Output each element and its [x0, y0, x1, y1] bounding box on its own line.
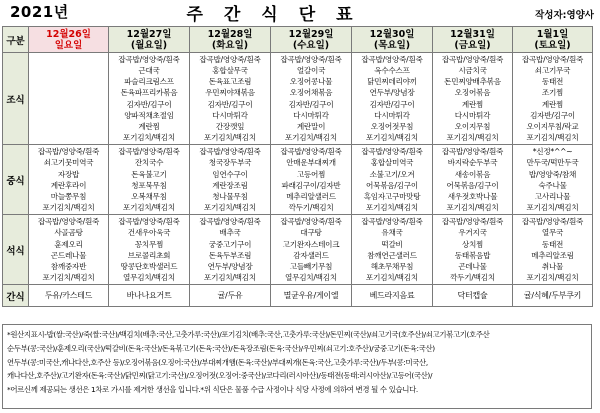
menu-item: 돈육불고기	[131, 169, 167, 179]
meal-cell	[190, 145, 271, 215]
menu-item: 밥/영양죽/참채	[528, 169, 577, 179]
meal-cell	[433, 145, 513, 215]
page-title: 주간식단표	[186, 5, 374, 25]
menu-item: 잡곡밥/영양죽/흰죽	[118, 147, 180, 157]
menu-item: 다시마튀각	[374, 110, 410, 120]
menu-item: 포기김치/백김치	[366, 203, 418, 213]
menu-item: 파래김구이/김자반	[281, 180, 341, 190]
meal-cell	[190, 285, 271, 307]
menu-item: *신정*^^~	[532, 147, 573, 157]
menu-item: 다시마튀각	[454, 110, 491, 120]
menu-item: 포기김치/백김치	[366, 133, 418, 143]
menu-item: 계란장조림	[212, 180, 248, 190]
meal-cell	[433, 215, 513, 285]
day-date: 12월26일	[46, 28, 91, 40]
menu-item: 어묵볶음/김구이	[366, 180, 418, 190]
day-header	[513, 27, 593, 53]
meal-row	[3, 215, 593, 285]
menu-item: 계란후라이	[50, 180, 87, 190]
menu-item: 파슬리크림스프	[124, 77, 174, 87]
day-header	[190, 27, 271, 53]
day-date: 12월27일	[126, 28, 172, 40]
menu-item: 깍두기/백김치	[450, 272, 495, 282]
menu-item: 곤드레나물	[50, 250, 87, 260]
menu-item: 옥수수스프	[374, 66, 410, 76]
menu-item: 브로콜리초회	[127, 250, 171, 260]
menu-item: 안매운부대찌개	[286, 158, 336, 168]
menu-item: 깍두기/백김치	[288, 203, 334, 213]
menu-item: 잡곡밥/영양죽/흰죽	[118, 217, 180, 227]
menu-item: 참깨연근샐러드	[367, 250, 417, 260]
menu-item: 감자샐러드	[293, 250, 329, 260]
meal-cell	[271, 285, 352, 307]
menu-item: 다시마튀각	[212, 110, 248, 120]
menu-item: 어묵볶음/김구이	[446, 180, 499, 190]
menu-item: 귤/두유	[217, 290, 243, 300]
day-weekday: (화요일)	[211, 39, 249, 51]
menu-item: 새우젓호박나물	[447, 191, 498, 201]
menu-item: 열무국	[541, 228, 564, 238]
menu-item: 잡곡밥/영양죽/흰죽	[199, 147, 261, 157]
menu-item: 청나물무침	[212, 191, 248, 201]
menu-item: 얼갈이국	[296, 66, 326, 76]
menu-item: 홍합살무국	[212, 66, 248, 76]
menu-item: 고등어찜	[296, 169, 326, 179]
menu-item: 자장밥	[57, 169, 80, 179]
meal-cell	[190, 53, 271, 145]
menu-item: 계란찜	[138, 121, 160, 131]
day-header-row	[3, 27, 593, 53]
meal-cell	[29, 53, 109, 145]
menu-item: 김자반/김구이	[207, 99, 253, 109]
menu-item: 잔치국수	[134, 158, 164, 168]
menu-item: 참깨중자반	[50, 261, 87, 271]
day-header	[109, 27, 190, 53]
meal-row	[3, 53, 593, 145]
menu-item: 잡곡밥/영양죽/흰죽	[521, 55, 584, 64]
menu-item: 고기완자스테이크	[282, 239, 340, 249]
menu-item: 연두부/양념장	[369, 88, 415, 98]
menu-item: 포기김치/백김치	[42, 272, 95, 282]
menu-item: 계란찜	[461, 99, 484, 109]
note-line: *원산지표시-밥(쌀:국산)/죽(쌀:국산)/백김치(배추:국산,고춧가루:국산)/포기김치(배추:국산,고춧가루:국산)/돈민찌(국산)/쇠고기국(호주산)/쇠고기볶고기(호주산	[7, 330, 490, 339]
menu-item: 포기김치/백김치	[123, 133, 175, 143]
meal-cell	[109, 145, 190, 215]
menu-item: 오복채무침	[131, 191, 167, 201]
menu-item: 잡곡밥/영양죽/흰죽	[37, 147, 100, 157]
menu-item: 상치찜	[461, 239, 484, 249]
meal-cell	[190, 215, 271, 285]
menu-item: 간장깻잎	[215, 121, 245, 131]
menu-item: 계란말이	[296, 121, 326, 131]
menu-body	[3, 53, 593, 307]
menu-item: 오징어채볶음	[289, 88, 333, 98]
menu-item: 포기김치/백김치	[285, 133, 337, 143]
day-header	[352, 27, 433, 53]
menu-item: 소불고기/오겨	[369, 169, 415, 179]
menu-item: 닥터캡슐	[457, 290, 488, 300]
menu-item: 포기김치/백김치	[204, 133, 256, 143]
menu-item: 멸균우유/게이엘	[283, 290, 339, 300]
menu-item: 오징어볶음	[454, 88, 491, 98]
menu-item: 새송이볶음	[454, 169, 491, 179]
meal-row	[3, 285, 593, 307]
menu-item: 포기김치/백김치	[526, 133, 579, 143]
menu-item: 대구탕	[300, 228, 322, 238]
menu-item: 동태전	[541, 77, 564, 87]
menu-item: 오징어콩나물	[289, 77, 333, 87]
menu-item: 잡곡밥/영양죽/흰죽	[280, 55, 342, 64]
menu-item: 고사리나물	[534, 191, 571, 201]
menu-item: 근대국	[138, 66, 160, 76]
menu-item: 열무김치/백김치	[285, 272, 337, 282]
day-weekday: 일요일	[54, 39, 83, 51]
menu-item: 다시마튀각	[293, 110, 329, 120]
menu-item: 김자반/김구이	[288, 99, 334, 109]
meal-cell	[352, 53, 433, 145]
day-header	[29, 27, 109, 53]
menu-item: 꽁치무찜	[134, 239, 164, 249]
note-line: 연두부(콩:미국산,캐나다산,호주산 등)/오징어볶음(오징어:국산)/부대찌개햄(돈육:국산)/부대찌개(돈육:국산,고춧가루:국산)/두부(콩:미국산,	[7, 357, 428, 367]
menu-item: 잡곡밥/영양죽/흰죽	[280, 147, 342, 157]
menu-item: 숙주나물	[538, 180, 567, 190]
menu-item: 포기김치/백김치	[446, 133, 499, 143]
menu-item: 잡곡밥/영양죽/흰죽	[521, 217, 584, 227]
note-line: *어르신께 제공되는 생선은 1차로 가시를 제거한 생선을 입니다.*위 식단은 물품 수급 사정이나 식당 사정에 의하여 변경 될 수 있습니다.	[7, 385, 418, 395]
menu-item: 잡곡밥/영양죽/흰죽	[441, 55, 504, 64]
meal-cell	[271, 145, 352, 215]
meal-cell	[513, 53, 593, 145]
author-label: 작성자:영양사	[535, 10, 594, 21]
meal-cell	[352, 285, 433, 307]
menu-item: 잡곡밥/영양죽/흰죽	[199, 55, 261, 64]
origin-notes	[2, 324, 592, 409]
menu-item: 메추리알조림	[531, 250, 574, 260]
day-weekday: (월요일)	[130, 39, 168, 51]
menu-item: 잡곡밥/영양죽/흰죽	[280, 217, 342, 227]
meal-cell	[29, 285, 109, 307]
day-date: 12월29일	[288, 28, 334, 40]
day-date: 12월30일	[369, 28, 415, 40]
menu-item: 포기김치/백김치	[526, 203, 579, 213]
menu-item: 잡곡밥/영양죽/흰죽	[361, 147, 423, 157]
menu-item: 계란찜	[541, 99, 564, 109]
day-date: 12월28일	[207, 28, 253, 40]
day-header	[433, 27, 513, 53]
menu-item: 포기김치/백김치	[366, 272, 418, 282]
menu-item: 임연수구이	[212, 169, 248, 179]
menu-item: 잡곡밥/영양죽/흰죽	[118, 55, 180, 64]
menu-item: 포기김치/백김치	[204, 272, 256, 282]
menu-item: 동태볶음밥	[454, 250, 491, 260]
menu-item: 잡곡밥/영양죽/흰죽	[441, 217, 504, 227]
menu-item: 청국장두부국	[208, 158, 252, 168]
menu-item: 우민찌야채볶음	[205, 88, 255, 98]
menu-item: 유채국	[381, 228, 403, 238]
menu-item: 떡갈비	[381, 239, 403, 249]
meal-label: 간식	[3, 285, 29, 307]
menu-item: 베드라지음료	[369, 290, 415, 300]
day-weekday: (금요일)	[454, 39, 491, 51]
menu-item: 고들빼기무침	[289, 261, 333, 271]
menu-item: 돈민찌양배추볶음	[444, 77, 501, 87]
meal-cell	[513, 285, 593, 307]
menu-item: 해초무채무침	[370, 261, 414, 271]
menu-item: 포기김치/백김치	[42, 203, 95, 213]
menu-item: 궁중고기구이	[208, 239, 252, 249]
menu-item: 메추리알샐러드	[286, 191, 336, 201]
day-date: 1월1일	[536, 28, 569, 40]
meal-cell	[271, 215, 352, 285]
day-header	[271, 27, 352, 53]
menu-item: 동태전	[541, 239, 564, 249]
note-line: 캐나다산,호주산)/고기완자(돈육:국산)/닭민찌(닭고기:국산)/오징어젓(오징어:중국산)/코다리(러시아산)/동태전(동태:러시아산)/고등어(국산)/	[7, 371, 433, 381]
menu-item: 포기김치/백김치	[446, 203, 499, 213]
note-line: 순두부(콩:국산)/훈제오리(국산)/떡갈비(돈육:국산)/돈육볶고기(돈육:국산)/돈육장조림(돈육:국산)/우민찌(쇠고기:호주산)/궁중고기(돈육:국산)	[7, 343, 435, 353]
meal-label: 석식	[3, 215, 29, 285]
menu-item: 닭민찌데리야끼	[367, 77, 417, 87]
menu-item: 취나물	[541, 261, 564, 271]
menu-item: 청포묵무침	[131, 180, 167, 190]
menu-item: 사골곰탕	[54, 228, 83, 238]
day-weekday: (목요일)	[373, 39, 411, 51]
menu-item: 잡곡밥/영양죽/흰죽	[361, 55, 423, 64]
menu-item: 바지락순두부국	[447, 158, 498, 168]
menu-item: 땅콩단호박샐러드	[120, 261, 178, 271]
menu-item: 잡곡밥/영양죽/흰죽	[441, 147, 504, 157]
day-weekday: (토요일)	[534, 39, 571, 51]
menu-item: 곤데나물	[458, 261, 487, 271]
menu-item: 돈육두부조림	[208, 250, 252, 260]
menu-item: 김자반/김구이	[126, 99, 172, 109]
menu-item: 오징어젓무침	[370, 121, 414, 131]
menu-item: 우거지국	[458, 228, 487, 238]
menu-item: 훈제오리	[54, 239, 83, 249]
menu-item: 시금치국	[458, 66, 487, 76]
meal-cell	[29, 145, 109, 215]
year-label: 2021년	[10, 3, 69, 21]
meal-row	[3, 145, 593, 215]
menu-item: 건새우아욱국	[127, 228, 171, 238]
meal-label: 중식	[3, 145, 29, 215]
menu-item: 오이지무침	[454, 121, 491, 131]
meal-cell	[109, 215, 190, 285]
menu-item: 흑임자고구마맛탕	[363, 191, 421, 201]
meal-label: 조식	[3, 53, 29, 145]
menu-item: 열무김치/백김치	[123, 272, 175, 282]
menu-item: 오이지무침/락교	[526, 121, 579, 131]
menu-item: 쇠고기뭇미역국	[43, 158, 94, 168]
menu-item: 잡곡밥/영양죽/흰죽	[37, 217, 100, 227]
menu-item: 조기찜	[541, 88, 564, 98]
menu-item: 포기김치/백김치	[204, 203, 256, 213]
meal-cell	[433, 53, 513, 145]
menu-item: 두유/카스테드	[44, 290, 93, 300]
meal-cell	[109, 285, 190, 307]
menu-item: 연두부/양념장	[207, 261, 253, 271]
menu-item: 마늘쫑무침	[50, 191, 87, 201]
menu-item: 홍합살미역국	[370, 158, 414, 168]
day-date: 12월31일	[450, 28, 495, 40]
menu-item: 양파적채초절임	[124, 110, 174, 120]
menu-item: 만두국/떡만두국	[526, 158, 579, 168]
meal-cell	[352, 215, 433, 285]
menu-item: 배추국	[219, 228, 241, 238]
meal-cell	[513, 215, 593, 285]
meal-cell	[513, 145, 593, 215]
day-weekday: (수요일)	[292, 39, 330, 51]
menu-item: 김자반/김구이	[369, 99, 415, 109]
meal-cell	[271, 53, 352, 145]
menu-item: 바나나요거트	[126, 290, 172, 300]
meal-cell	[29, 215, 109, 285]
menu-item: 잡곡밥/영양죽/흰죽	[199, 217, 261, 227]
menu-item: 돈육표고조림	[208, 77, 252, 87]
weekly-menu-table	[2, 26, 593, 307]
menu-item: 잡곡밥/영양죽/흰죽	[361, 217, 423, 227]
kind-header: 구분	[3, 27, 29, 53]
meal-cell	[352, 145, 433, 215]
menu-item: 쇠고기무국	[534, 66, 571, 76]
menu-item: 돈육파프리카볶음	[120, 88, 178, 98]
menu-item: 포기김치/백김치	[123, 203, 175, 213]
meal-cell	[433, 285, 513, 307]
meal-cell	[109, 53, 190, 145]
menu-item: 김자반/김구이	[530, 110, 575, 120]
menu-item: 귤/식혜/두부쿠키	[523, 290, 582, 300]
menu-item: 포기김치/백김치	[526, 272, 579, 282]
menu-header	[0, 0, 600, 26]
